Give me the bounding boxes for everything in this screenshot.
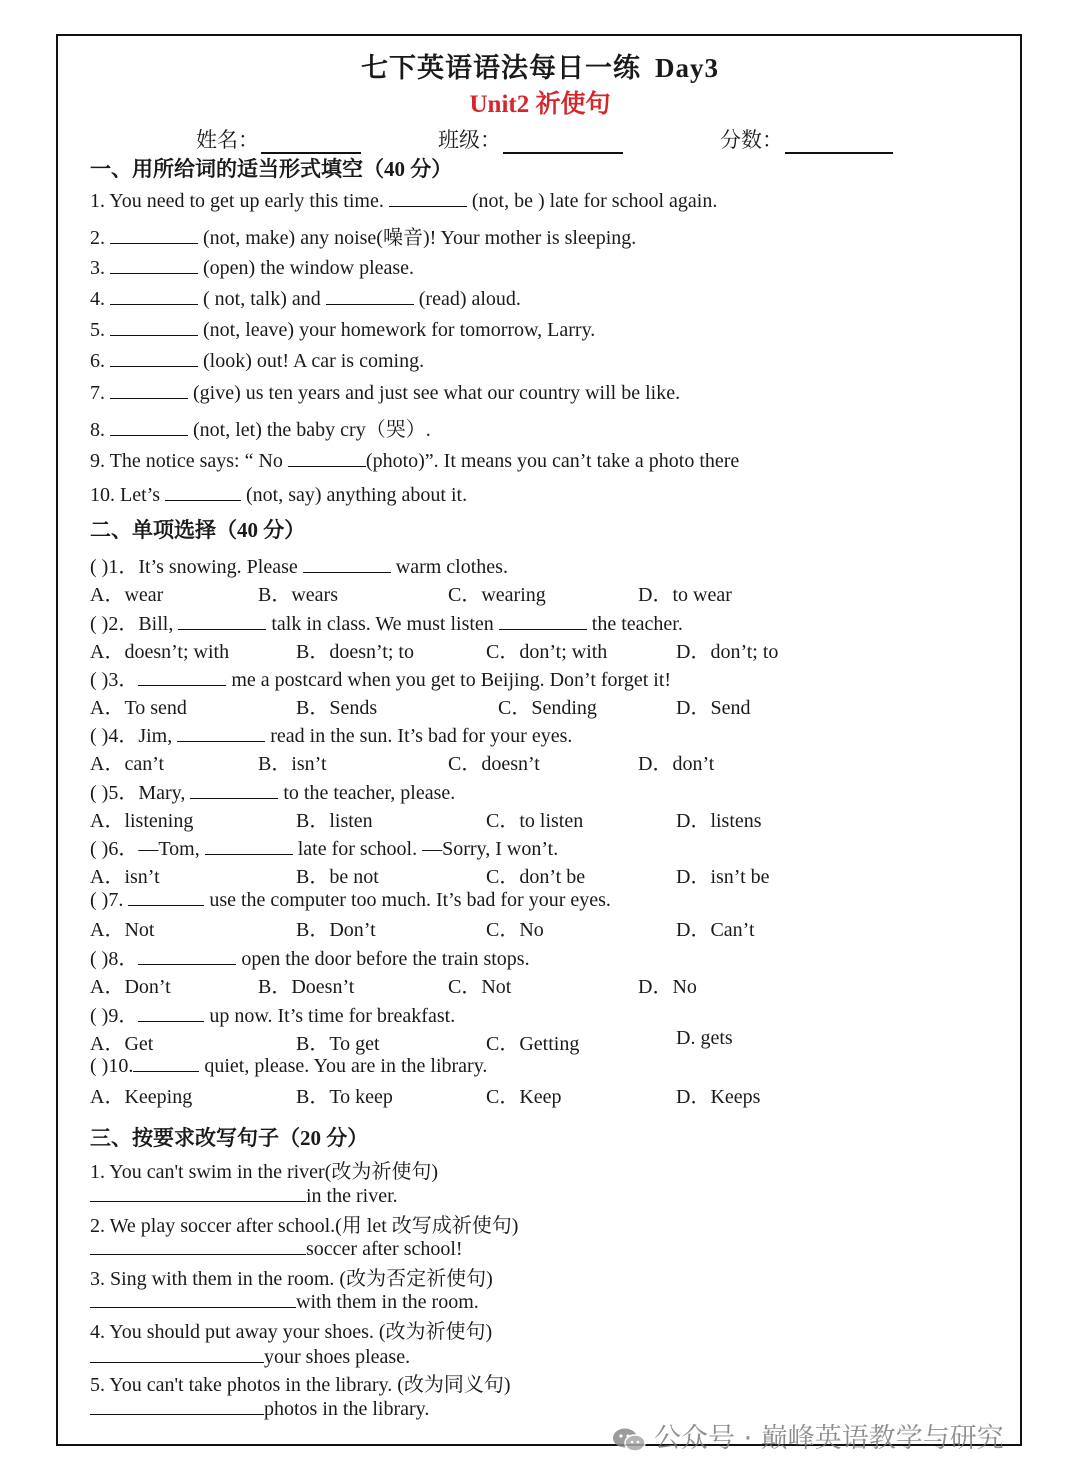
question-text: late for school. —Sorry, I won’t.	[292, 838, 559, 860]
mc-question	[90, 999, 455, 1028]
option-c[interactable]: C．No	[486, 919, 544, 941]
mc-options	[90, 691, 990, 717]
answer-blank[interactable]	[138, 667, 226, 686]
fill-item-text: 10. Let’s	[90, 484, 165, 506]
answer-blank[interactable]	[177, 723, 265, 742]
option-a[interactable]: A．Not	[90, 919, 155, 941]
answer-blank[interactable]	[90, 1236, 306, 1255]
fill-item	[90, 286, 521, 311]
question-text: ( )1．It’s snowing. Please	[90, 556, 303, 578]
fill-item	[90, 448, 739, 473]
answer-blank[interactable]	[110, 348, 198, 367]
rewrite-answer-line	[90, 1183, 398, 1208]
option-b[interactable]: B．be not	[296, 866, 379, 888]
answer-blank[interactable]	[205, 836, 293, 855]
mc-question	[90, 550, 508, 579]
option-c[interactable]: C．Getting	[486, 1033, 580, 1055]
class-field	[438, 124, 623, 154]
question-text: read in the sun. It’s bad for your eyes.	[265, 725, 573, 747]
student-info-row	[0, 124, 1080, 154]
page-subtitle: Unit2 祈使句	[469, 91, 611, 118]
option-c[interactable]: C．don’t be	[486, 866, 586, 888]
option-c[interactable]: C．Keep	[486, 1086, 562, 1108]
answer-blank[interactable]	[165, 482, 241, 501]
answer-blank[interactable]	[110, 225, 198, 244]
answer-blank[interactable]	[138, 1003, 204, 1022]
answer-blank[interactable]	[303, 554, 391, 573]
name-field	[196, 124, 361, 154]
class-blank[interactable]	[503, 130, 623, 154]
answer-blank[interactable]	[138, 946, 236, 965]
fill-item	[90, 255, 414, 280]
option-b[interactable]: B．To get	[296, 1033, 380, 1055]
section1-title: 一、用所给词的适当形式填空（40 分）	[90, 157, 453, 181]
score-blank[interactable]	[785, 130, 893, 154]
fill-item	[90, 482, 467, 507]
question-text: ( )2．Bill,	[90, 613, 179, 635]
option-a[interactable]: A．Don’t	[90, 976, 171, 998]
question-text: ( )6．—Tom,	[90, 838, 205, 860]
answer-tail: in the river.	[306, 1185, 398, 1207]
title-day: Day3	[655, 53, 719, 83]
answer-blank[interactable]	[133, 1053, 199, 1072]
score-label: 分数：	[720, 128, 783, 152]
option-b[interactable]: B．Don’t	[296, 919, 376, 941]
question-text: ( )5．Mary,	[90, 782, 191, 804]
option-b[interactable]: B．To keep	[296, 1086, 393, 1108]
fill-item	[90, 221, 636, 250]
answer-blank[interactable]	[90, 1183, 306, 1202]
answer-blank[interactable]	[110, 380, 188, 399]
fill-item-text: 7.	[90, 382, 110, 404]
section2-title: 二、单项选择（40 分）	[90, 518, 306, 542]
question-text: ( )10.	[90, 1055, 134, 1077]
fill-item-text: (give) us ten years and just see what our country will be like.	[188, 382, 681, 404]
answer-blank[interactable]	[190, 780, 278, 799]
answer-blank[interactable]	[110, 317, 198, 336]
name-label: 姓名：	[196, 128, 259, 152]
rewrite-answer-line	[90, 1289, 479, 1314]
answer-blank[interactable]	[326, 286, 414, 305]
fill-item-text: 8.	[90, 419, 110, 441]
fill-item	[90, 317, 595, 342]
option-a[interactable]: A．can’t	[90, 753, 165, 775]
option-b[interactable]: B．Doesn’t	[258, 976, 355, 998]
rewrite-prompt: 4. You should put away your shoes. (改为祈使句)	[90, 1321, 493, 1343]
fill-item-text: 2.	[90, 227, 110, 249]
option-d[interactable]: D．Keeps	[676, 1086, 761, 1108]
answer-tail: with them in the room.	[296, 1291, 479, 1313]
question-text: to the teacher, please.	[278, 782, 456, 804]
option-c[interactable]: C．to listen	[486, 810, 584, 832]
fill-item-text: 4.	[90, 288, 110, 310]
fill-item	[90, 380, 680, 405]
mc-options	[90, 1080, 990, 1106]
mc-options	[90, 747, 990, 773]
answer-blank[interactable]	[178, 611, 266, 630]
option-b[interactable]: B．wears	[258, 584, 338, 606]
fill-item-text: (not, be ) late for school again.	[466, 190, 718, 212]
mc-options	[90, 635, 990, 661]
question-text: talk in class. We must listen	[266, 613, 499, 635]
option-d[interactable]: D．listens	[676, 810, 762, 832]
answer-blank[interactable]	[110, 255, 198, 274]
answer-blank[interactable]	[90, 1289, 296, 1308]
wechat-icon	[612, 1427, 646, 1453]
rewrite-prompt: 5. You can't take photos in the library. (改为同义句)	[90, 1374, 511, 1396]
fill-item-text: (read) aloud.	[413, 288, 521, 310]
mc-options	[90, 578, 990, 604]
rewrite-answer-line	[90, 1396, 429, 1421]
rewrite-answer-line	[90, 1344, 410, 1369]
mc-question	[90, 832, 558, 861]
mc-question	[90, 776, 455, 805]
fill-item-text: ( not, talk) and	[198, 288, 326, 310]
question-text: ( )9．	[90, 1005, 139, 1027]
fill-item-text: 6.	[90, 350, 110, 372]
question-text: ( )8．	[90, 948, 139, 970]
question-text: ( )3．	[90, 669, 139, 691]
mc-options	[90, 970, 990, 996]
fill-item-text: (open) the window please.	[198, 257, 415, 279]
fill-item-text: 5.	[90, 319, 110, 341]
mc-options	[90, 804, 990, 830]
answer-blank[interactable]	[90, 1396, 264, 1415]
answer-blank[interactable]	[499, 611, 587, 630]
class-label: 班级：	[438, 128, 501, 152]
option-d[interactable]: D．don’t	[638, 753, 715, 775]
option-a[interactable]: A．listening	[90, 810, 194, 832]
watermark-text: 公众号 · 巅峰英语教学与研究	[654, 1423, 1004, 1454]
fill-item-text: (not, make) any noise(噪音)! Your mother is sleeping.	[198, 227, 637, 249]
fill-item	[90, 188, 717, 213]
question-text: me a postcard when you get to Beijing. Don’t forget it!	[226, 669, 672, 691]
answer-blank[interactable]	[110, 417, 188, 436]
name-blank[interactable]	[261, 130, 361, 154]
question-text: use the computer too much. It’s bad for your eyes.	[204, 889, 611, 911]
mc-options	[90, 913, 990, 939]
option-d[interactable]: D．isn’t be	[676, 866, 770, 888]
option-c[interactable]: C．Not	[448, 976, 512, 998]
mc-question	[90, 1053, 487, 1078]
option-b[interactable]: B．isn’t	[258, 753, 327, 775]
answer-blank[interactable]	[110, 286, 198, 305]
score-field	[720, 124, 893, 154]
option-a[interactable]: A．wear	[90, 584, 164, 606]
mc-options	[90, 1027, 990, 1053]
mc-question	[90, 887, 611, 912]
answer-blank[interactable]	[288, 448, 366, 467]
fill-item-text: 1. You need to get up early this time.	[90, 190, 389, 212]
question-text: ( )7.	[90, 889, 129, 911]
fill-item	[90, 348, 424, 373]
question-text: open the door before the train stops.	[236, 948, 530, 970]
option-d[interactable]: D. gets	[676, 1027, 733, 1049]
fill-item-text: (look) out! A car is coming.	[198, 350, 425, 372]
rewrite-prompt: 3. Sing with them in the room. (改为否定祈使句)	[90, 1268, 493, 1290]
rewrite-prompt: 1. You can't swim in the river(改为祈使句)	[90, 1161, 439, 1183]
question-text: ( )4．Jim,	[90, 725, 178, 747]
question-text: quiet, please. You are in the library.	[199, 1055, 488, 1077]
fill-item-text: (not, let) the baby cry（哭）.	[188, 419, 431, 441]
watermark	[612, 1416, 1004, 1455]
fill-item-text: (not, say) anything about it.	[241, 484, 468, 506]
option-c[interactable]: C．doesn’t	[448, 753, 540, 775]
option-d[interactable]: D．don’t; to	[676, 641, 779, 663]
section3-title: 三、按要求改写句子（20 分）	[90, 1126, 369, 1150]
option-d[interactable]: D．Can’t	[676, 919, 755, 941]
answer-tail: your shoes please.	[264, 1346, 411, 1368]
answer-blank[interactable]	[128, 887, 204, 906]
option-b[interactable]: B．doesn’t; to	[296, 641, 414, 663]
fill-item-text: (photo)”. It means you can’t take a photo there	[365, 450, 740, 472]
option-c[interactable]: C．wearing	[448, 584, 546, 606]
option-c[interactable]: C．Sending	[498, 697, 597, 719]
answer-tail: photos in the library.	[264, 1398, 430, 1420]
mc-options	[90, 860, 990, 886]
rewrite-prompt: 2. We play soccer after school.(用 let 改写成祈使句)	[90, 1215, 519, 1237]
title-text: 七下英语语法每日一练	[361, 53, 641, 83]
option-d[interactable]: D．to wear	[638, 584, 732, 606]
option-a[interactable]: A．Get	[90, 1033, 154, 1055]
fill-item	[90, 413, 431, 442]
fill-item-text: 3.	[90, 257, 110, 279]
mc-question	[90, 942, 530, 971]
answer-tail: soccer after school!	[306, 1238, 463, 1260]
option-b[interactable]: B．Sends	[296, 697, 378, 719]
mc-question	[90, 663, 671, 692]
option-d[interactable]: D．No	[638, 976, 697, 998]
option-c[interactable]: C．don’t; with	[486, 641, 608, 663]
page-title	[0, 46, 1080, 85]
answer-blank[interactable]	[389, 188, 467, 207]
mc-question	[90, 607, 683, 636]
option-a[interactable]: A．Keeping	[90, 1086, 193, 1108]
answer-blank[interactable]	[90, 1344, 264, 1363]
rewrite-answer-line	[90, 1236, 463, 1261]
option-a[interactable]: A．isn’t	[90, 866, 160, 888]
question-text: warm clothes.	[390, 556, 508, 578]
question-text: the teacher.	[586, 613, 683, 635]
fill-item-text: 9. The notice says: “ No	[90, 450, 288, 472]
option-a[interactable]: A．doesn’t; with	[90, 641, 230, 663]
option-b[interactable]: B．listen	[296, 810, 373, 832]
option-a[interactable]: A．To send	[90, 697, 187, 719]
fill-item-text: (not, leave) your homework for tomorrow, Larry.	[198, 319, 596, 341]
mc-question	[90, 719, 572, 748]
option-d[interactable]: D．Send	[676, 697, 751, 719]
question-text: up now. It’s time for breakfast.	[204, 1005, 456, 1027]
